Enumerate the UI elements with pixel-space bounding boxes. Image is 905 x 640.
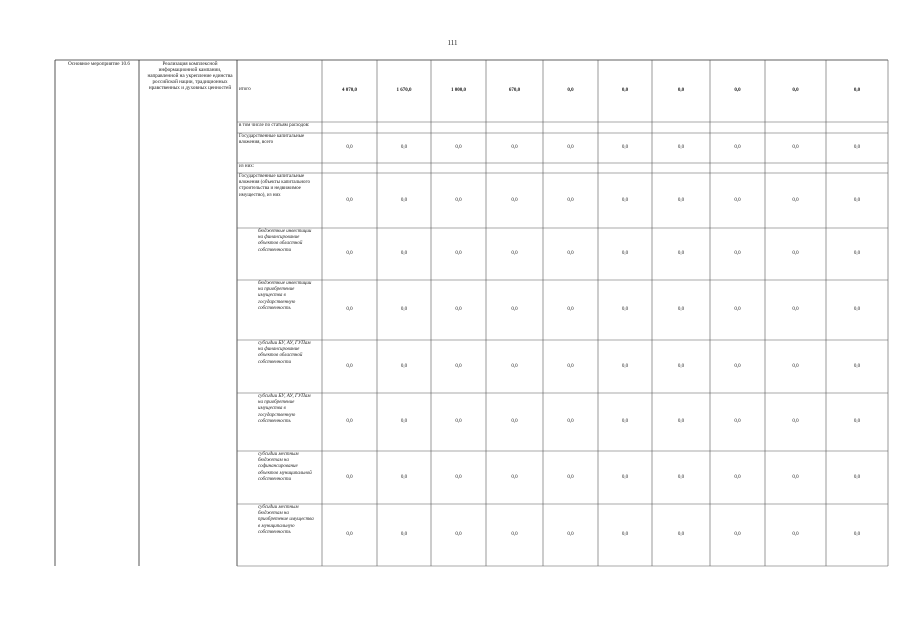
cell-value: 0,0 xyxy=(567,251,574,256)
cell-value: 0,0 xyxy=(567,363,574,369)
cell-value: 0,0 xyxy=(455,251,462,256)
cell-value: 0,0 xyxy=(734,251,741,256)
cell-value: 0,0 xyxy=(677,197,685,203)
cell-value: 0,0 xyxy=(792,363,799,369)
cell-value: 0,0 xyxy=(734,88,741,93)
cell-value: 0,0 xyxy=(677,419,685,424)
cell-value: 0,0 xyxy=(455,145,462,150)
cell-value: 0,0 xyxy=(511,251,518,256)
cell-value: 0,0 xyxy=(511,419,518,424)
activity-description: Реализация комплексной информационной кампании, направленной на укрепление единства российской нации, традиционных нравственных и духовных ценностей xyxy=(147,61,233,92)
cell-value: 0,0 xyxy=(621,419,629,424)
cell-value: 0,0 xyxy=(621,307,629,312)
cell-value: 0,0 xyxy=(567,197,574,203)
cell-value: 0,0 xyxy=(677,251,685,256)
cell-value: 0,0 xyxy=(853,197,861,203)
cell-value: 0,0 xyxy=(853,145,861,150)
cell-value: 0,0 xyxy=(511,474,518,480)
cell-value: 0,0 xyxy=(346,307,353,312)
cell-value: 0,0 xyxy=(677,88,685,93)
row-label: субсидии БУ, АУ, ГУПам на приобретение имущества в государственную собственность xyxy=(258,394,311,424)
cell-value: 0,0 xyxy=(511,145,518,150)
row-label: Государственные капитальные вложения (объекты капитального строительства и недвижимое имущество), из них xyxy=(239,174,310,198)
cell-value: 0,0 xyxy=(853,419,861,424)
cell-value: 0,0 xyxy=(567,88,574,93)
cell-value: 0,0 xyxy=(567,532,574,537)
cell-value: 0,0 xyxy=(621,363,629,369)
cell-value: 0,0 xyxy=(792,474,799,480)
cell-value: 0,0 xyxy=(455,363,462,369)
cell-value: 0,0 xyxy=(853,363,861,369)
row-label: субсидии БУ, АУ, ГУПам на финансирование объектов областной собственности xyxy=(258,341,311,365)
cell-value: 0,0 xyxy=(567,307,574,312)
cell-value: 0,0 xyxy=(792,145,799,150)
cell-value: 0,0 xyxy=(792,307,799,312)
cell-value: 0,0 xyxy=(853,88,861,93)
cell-value: 0,0 xyxy=(511,197,518,203)
cell-value: 0,0 xyxy=(734,307,741,312)
cell-value: 0,0 xyxy=(677,363,685,369)
cell-value: 0,0 xyxy=(677,532,685,537)
cell-value: 0,0 xyxy=(792,88,799,93)
cell-value: 0,0 xyxy=(511,532,518,537)
cell-value: 0,0 xyxy=(853,532,861,537)
cell-value: 0,0 xyxy=(346,474,353,480)
cell-value: 0,0 xyxy=(346,251,353,256)
cell-value: 0,0 xyxy=(455,419,462,424)
cell-value: 0,0 xyxy=(400,307,408,312)
cell-value: 0,0 xyxy=(346,145,353,150)
cell-value: 0,0 xyxy=(734,197,741,203)
cell-value: 0,0 xyxy=(792,532,799,537)
cell-value: 0,0 xyxy=(511,363,518,369)
cell-value: 0,0 xyxy=(511,307,518,312)
cell-value: 0,0 xyxy=(455,532,462,537)
cell-value: 4 070,0 xyxy=(342,88,357,93)
row-label: субсидии местным бюджетам на приобретение имущества в муниципальную собственность xyxy=(258,505,314,535)
cell-value: 0,0 xyxy=(853,474,861,480)
cell-value: 0,0 xyxy=(621,197,629,203)
cell-value: 0,0 xyxy=(734,363,741,369)
cell-value: 670,0 xyxy=(508,88,521,93)
cell-value: 0,0 xyxy=(346,419,353,424)
row-label: бюджетные инвестиции на приобретение имущества в государственную собственность xyxy=(258,281,312,311)
row-label: субсидии местным бюджетам на софинансирование объектов муниципальной собственности xyxy=(258,452,312,482)
cell-value: 0,0 xyxy=(792,251,799,256)
cell-value: 0,0 xyxy=(400,251,408,256)
cell-value: 0,0 xyxy=(734,419,741,424)
cell-value: 0,0 xyxy=(621,88,629,93)
activity-code: Основное мероприятие 10.6 xyxy=(68,61,130,67)
cell-value: 0,0 xyxy=(346,532,353,537)
cell-value: 1 000,0 xyxy=(451,88,466,93)
row-label: в том числе по статьям расходов: xyxy=(239,123,310,128)
cell-value: 0,0 xyxy=(455,474,462,480)
cell-value: 0,0 xyxy=(346,363,353,369)
cell-value: 0,0 xyxy=(853,251,861,256)
cell-value: 0,0 xyxy=(677,474,685,480)
cell-value: 0,0 xyxy=(621,145,629,150)
cell-value: 0,0 xyxy=(677,307,685,312)
cell-value: 0,0 xyxy=(400,363,408,369)
cell-value: 0,0 xyxy=(455,197,462,203)
cell-value: 0,0 xyxy=(621,251,629,256)
cell-value: 0,0 xyxy=(400,145,408,150)
cell-value: 0,0 xyxy=(455,307,462,312)
page-number: 111 xyxy=(447,39,458,47)
cell-value: 0,0 xyxy=(400,532,408,537)
cell-value: 0,0 xyxy=(621,532,629,537)
cell-value: 0,0 xyxy=(734,532,741,537)
cell-value: 0,0 xyxy=(567,419,574,424)
cell-value: 0,0 xyxy=(853,307,861,312)
cell-value: 0,0 xyxy=(621,474,629,480)
cell-value: 0,0 xyxy=(734,145,741,150)
cell-value: 0,0 xyxy=(346,197,353,203)
cell-value: 0,0 xyxy=(400,419,408,424)
cell-value: 1 670,0 xyxy=(396,88,412,93)
cell-value: 0,0 xyxy=(400,197,408,203)
cell-value: 0,0 xyxy=(792,197,799,203)
row-label: из них: xyxy=(239,164,255,169)
cell-value: 0,0 xyxy=(677,145,685,150)
cell-value: 0,0 xyxy=(567,145,574,150)
cell-value: 0,0 xyxy=(567,474,574,480)
row-label: итого xyxy=(239,87,251,92)
row-label: бюджетные инвестиции на финансирование объектов областной собственности xyxy=(258,229,312,253)
row-label: Государственные капитальные вложения, всего xyxy=(239,134,305,146)
cell-value: 0,0 xyxy=(792,419,799,424)
cell-value: 0,0 xyxy=(734,474,741,480)
cell-value: 0,0 xyxy=(400,474,408,480)
